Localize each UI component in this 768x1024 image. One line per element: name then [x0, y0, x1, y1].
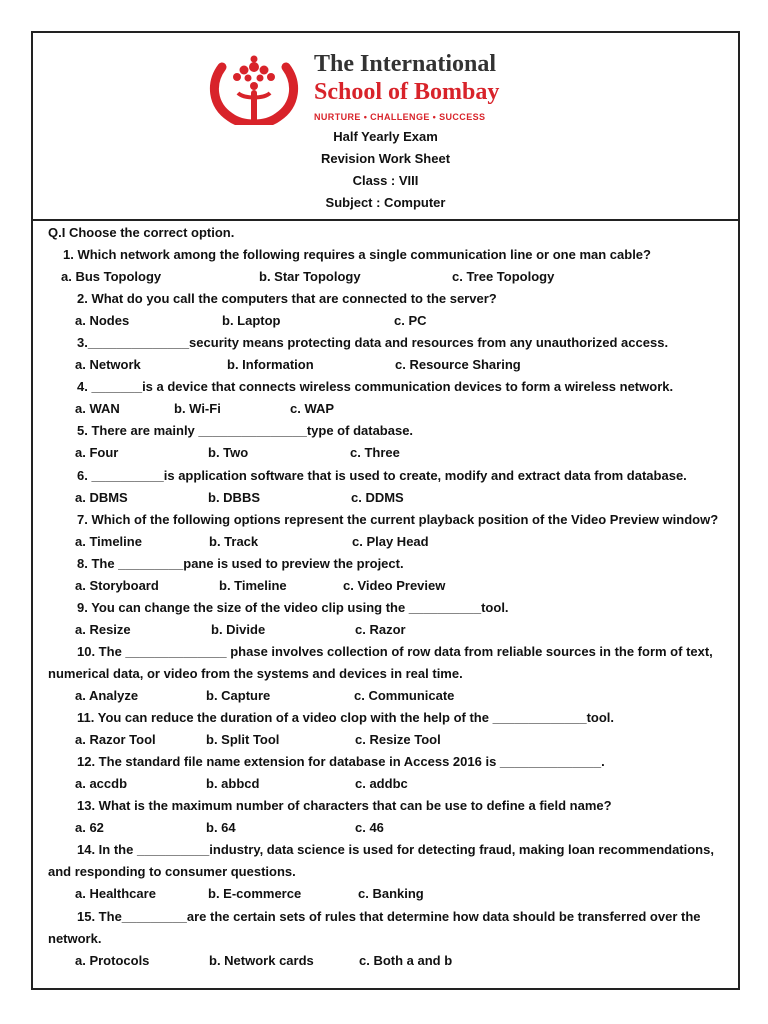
subject-label: Subject : Computer — [325, 195, 446, 210]
question-text: 13. What is the maximum number of characters that can be use to define a field name? — [77, 798, 612, 814]
answer-option: b. DBBS — [208, 489, 260, 505]
answer-option: b. Star Topology — [259, 269, 361, 285]
answer-option: c. Communicate — [354, 688, 455, 703]
answer-option: c. DDMS — [351, 489, 404, 505]
answer-option: a. Storyboard — [75, 577, 159, 593]
answer-option: b. Laptop — [222, 313, 281, 329]
answer-option: c. Video Preview — [343, 577, 446, 593]
question-text-continued: numerical data, or video from the systems and devices in real time. — [48, 665, 463, 681]
answer-option: a. accdb — [75, 776, 128, 792]
answer-option: b. Wi-Fi — [174, 401, 221, 417]
question-text: 5. There are mainly _______________type of database. — [77, 423, 414, 439]
answer-option: b. 64 — [206, 820, 236, 836]
school-emblem-icon — [208, 53, 300, 125]
class-label: Class : VIII — [352, 173, 419, 188]
question-text-continued: network. — [48, 930, 102, 946]
answer-option: a. Razor Tool — [75, 732, 156, 748]
answer-option: b. E-commerce — [208, 886, 302, 902]
answer-option: a. Resize — [75, 621, 131, 637]
answer-option: c. PC — [394, 313, 427, 329]
answer-option: b. abbcd — [206, 776, 260, 792]
school-name-line-1: The International — [314, 51, 497, 77]
answer-option: a. Nodes — [75, 313, 130, 329]
exam-title: Half Yearly Exam — [333, 129, 438, 144]
question-text: 4. _______is a device that connects wireless communication devices to form a wireless network. — [77, 379, 674, 395]
answer-option: b. Split Tool — [206, 732, 280, 748]
school-logo — [208, 53, 538, 125]
answer-option: c. Three — [350, 445, 400, 461]
question-text: 11. You can reduce the duration of a video clop with the help of the _____________tool. — [77, 710, 614, 726]
answer-option: a. Timeline — [75, 533, 142, 549]
answer-option: c. Banking — [358, 886, 424, 902]
answer-option: a. 62 — [75, 820, 104, 836]
question-text: 12. The standard file name extension for database in Access 2016 is ______________. — [77, 754, 605, 770]
answer-option: a. DBMS — [75, 489, 128, 505]
answer-option: b. Information — [227, 357, 314, 373]
answer-option: b. Network cards — [209, 952, 314, 968]
question-text: 14. In the __________industry, data science is used for detecting fraud, making loan recommendations, — [77, 842, 714, 858]
answer-option: b. Timeline — [219, 577, 287, 593]
sheet-title: Revision Work Sheet — [320, 151, 451, 166]
answer-option: a. Protocols — [75, 952, 150, 968]
answer-option: c. Resource Sharing — [395, 357, 521, 373]
answer-option: c. Tree Topology — [452, 269, 555, 285]
answer-option: c. 46 — [355, 820, 384, 836]
answer-option: b. Divide — [211, 621, 266, 637]
answer-option: c. Both a and b — [359, 952, 453, 968]
worksheet-header — [33, 33, 738, 221]
question-text: 15. The_________are the certain sets of rules that determine how data should be transferred over the — [77, 908, 701, 924]
question-text: 8. The _________pane is used to preview the project. — [77, 555, 404, 571]
answer-option: a. Bus Topology — [61, 269, 162, 285]
answer-option: a. Network — [75, 357, 141, 373]
question-text: 6. __________is application software that is used to create, modify and extract data from database. — [77, 467, 687, 483]
question-text: 9. You can change the size of the video clip using the __________tool. — [77, 599, 509, 615]
answer-option: c. Play Head — [352, 533, 429, 549]
answer-option: a. Analyze — [75, 688, 139, 703]
answer-option: c. WAP — [290, 401, 335, 417]
question-text: 2. What do you call the computers that are connected to the server? — [77, 291, 497, 307]
question-text: 7. Which of the following options represent the current playback position of the Video Preview window? — [77, 511, 719, 527]
answer-option: c. Resize Tool — [355, 732, 441, 748]
answer-option: a. WAN — [75, 401, 120, 417]
question-text-continued: and responding to consumer questions. — [48, 864, 296, 880]
question-text: 3.______________security means protecting data and resources from any unauthorized access. — [77, 335, 669, 351]
answer-option: c. addbc — [355, 776, 408, 792]
section-title: Q.I Choose the correct option. — [48, 225, 235, 240]
school-name-line-2: School of Bombay — [314, 79, 500, 105]
question-text: 10. The ______________ phase involves collection of row data from reliable sources in the form of text, — [77, 643, 713, 659]
answer-option: c. Razor — [355, 621, 406, 637]
school-motto: NURTURE • CHALLENGE • SUCCESS — [314, 112, 486, 122]
answer-option: b. Capture — [206, 688, 271, 703]
answer-option: b. Track — [209, 533, 259, 549]
answer-option: a. Four — [75, 445, 119, 461]
answer-option: b. Two — [208, 445, 249, 461]
answer-option: a. Healthcare — [75, 886, 156, 902]
question-text: 1. Which network among the following requires a single communication line or one man cable? — [63, 247, 651, 262]
worksheet-page — [31, 31, 740, 990]
